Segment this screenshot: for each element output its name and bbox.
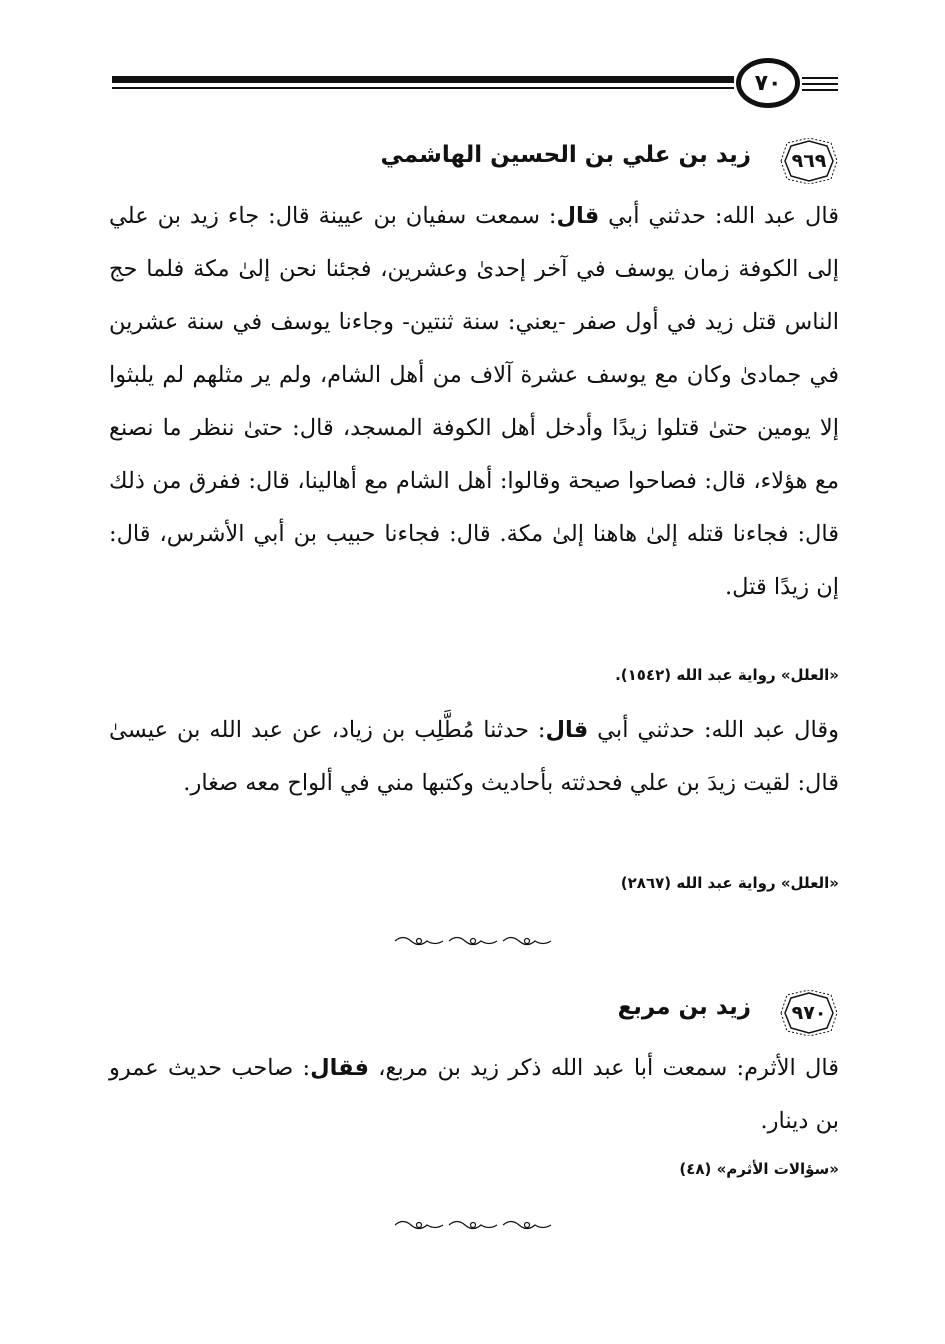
body-paragraph (109, 190, 839, 614)
entry-title: زيد بن مربع (617, 994, 751, 1020)
header-rule-left (112, 76, 734, 89)
body-paragraph (109, 1042, 839, 1148)
paragraph-text-start: قال الأثرم: سمعت أبا عبد الله ذكر زيد بن مربع، (369, 1055, 839, 1081)
page-number: ٧٠ (736, 58, 800, 108)
floral-ornament-icon (0, 1218, 945, 1232)
entry-number: ٩٧٠ (791, 1002, 827, 1024)
source-citation: «العلل» رواية عبد الله (١٥٤٢). (615, 666, 839, 684)
entry-number-badge (777, 138, 841, 184)
entry-heading-969 (111, 136, 841, 190)
paragraph-text-rest: : صاحب حديث عمرو بن دينار. (109, 1055, 839, 1134)
paragraph-text-rest: : حدثنا مُطَّلِب بن زياد، عن عبد الله بن عيسىٰ قال: لقيت زيدَ بن علي فحدثته بأحاديث وكتبها مني في ألواح معه صغار. (109, 717, 839, 796)
source-citation: «سؤالات الأثرم» (٤٨) (679, 1160, 839, 1178)
page-header (112, 54, 838, 116)
paragraph-text-start: وقال عبد الله: حدثني أبي (588, 717, 839, 743)
header-rule-right (802, 77, 838, 91)
entry-title: زيد بن علي بن الحسين الهاشمي (380, 142, 751, 168)
qaal-keyword: قال (545, 717, 589, 743)
body-paragraph (109, 704, 839, 810)
qaal-keyword: قال (556, 203, 600, 229)
paragraph-text-rest: : سمعت سفيان بن عيينة قال: جاء زيد بن علي إلى الكوفة زمان يوسف في آخر إحدىٰ وعشرين، فجئنا نحن إلىٰ مكة فلما حج الناس قتل زيد في أول صفر -يعني: سنة ثنتين- وجاءنا يوسف في سنة عشرين في جمادىٰ وكان مع يوسف عشرة آلاف من أهل الشام، ولم ير مثلهم لم يلبثوا إلا يومين حتىٰ قتلوا زيدًا وأدخل أهل الكوفة المسجد، قال: حتىٰ ننظر ما نصنع مع هؤلاء، قال: فصاحوا صيحة وقالوا: أهل الشام مع أهالينا، قال: ففرق من ذلك قال: فجاءنا قتله إلىٰ هاهنا إلىٰ مكة. قال: فجاءنا حبيب بن أبي الأشرس، قال: إن زيدًا قتل. (109, 203, 839, 600)
entry-number-badge (777, 990, 841, 1036)
paragraph-text-start: قال عبد الله: حدثني أبي (599, 203, 839, 229)
entry-number: ٩٦٩ (791, 150, 827, 172)
qaal-keyword: فقال (310, 1055, 369, 1081)
source-citation: «العلل» رواية عبد الله (٢٨٦٧) (620, 874, 839, 892)
entry-heading-970 (111, 988, 841, 1042)
floral-ornament-icon (0, 934, 945, 948)
